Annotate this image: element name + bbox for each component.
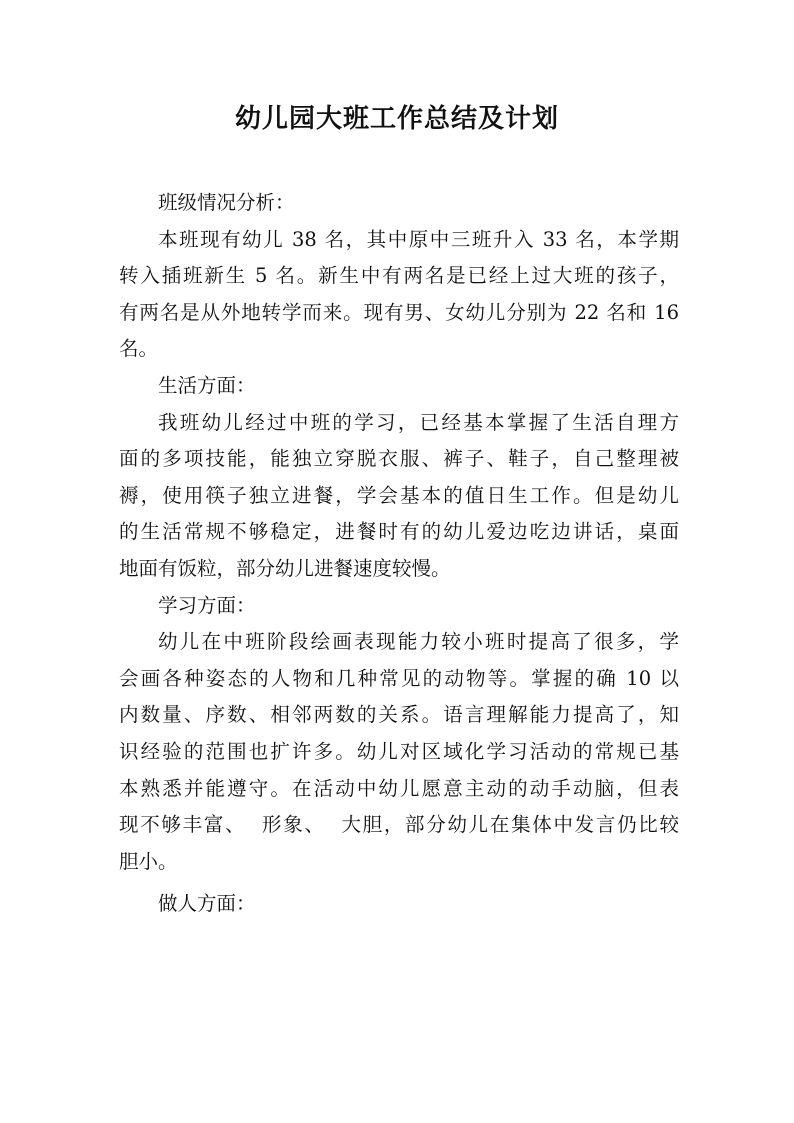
paragraph-line: 有两名是从外地转学而来。现有男、女幼儿分别为 22 名和 16 bbox=[119, 300, 679, 324]
document-title: 幼儿园大班工作总结及计划 bbox=[234, 104, 559, 134]
paragraph-line: 面的多项技能，能独立穿脱衣服、裤子、鞋子，自己整理被 bbox=[119, 447, 679, 471]
paragraph-line: 现不够丰富、 形象、 大胆，部分幼儿在集体中发言仍比较 bbox=[119, 813, 679, 837]
section-heading-life: 生活方面： bbox=[158, 373, 256, 397]
paragraph-line: 转入插班新生 5 名。新生中有两名是已经上过大班的孩子， bbox=[119, 264, 679, 288]
section-heading-character: 做人方面： bbox=[158, 892, 256, 916]
paragraph-line: 内数量、序数、相邻两数的关系。语言理解能力提高了，知 bbox=[119, 703, 679, 727]
paragraph-line: 地面有饭粒，部分幼儿进餐速度较慢。 bbox=[119, 556, 451, 580]
paragraph-line: 本班现有幼儿 38 名，其中原中三班升入 33 名，本学期 bbox=[158, 227, 679, 251]
section-heading-class-analysis: 班级情况分析： bbox=[158, 191, 295, 214]
paragraph-line: 名。 bbox=[119, 337, 159, 361]
paragraph-line: 我班幼儿经过中班的学习，已经基本掌握了生活自理方 bbox=[158, 410, 679, 434]
paragraph-line: 幼儿在中班阶段绘画表现能力较小班时提高了很多，学 bbox=[158, 630, 679, 654]
paragraph-line: 识经验的范围也扩许多。幼儿对区域化学习活动的常规已基 bbox=[119, 739, 679, 763]
paragraph-line: 胆小。 bbox=[119, 849, 178, 873]
paragraph-line: 会画各种姿态的人物和几种常见的动物等。掌握的确 10 以 bbox=[119, 666, 679, 690]
paragraph-line: 褥，使用筷子独立进餐，学会基本的值日生工作。但是幼儿 bbox=[119, 483, 679, 507]
section-paragraph-study bbox=[119, 624, 679, 880]
section-paragraph-class-analysis bbox=[119, 222, 679, 368]
paragraph-line: 本熟悉并能遵守。在活动中幼儿愿意主动的动手动脑，但表 bbox=[119, 776, 679, 800]
document-body bbox=[119, 185, 679, 923]
paragraph-line: 的生活常规不够稳定，进餐时有的幼儿爱边吃边讲话，桌面 bbox=[119, 520, 679, 544]
section-heading-study: 学习方面： bbox=[158, 593, 256, 617]
section-paragraph-life bbox=[119, 405, 679, 588]
